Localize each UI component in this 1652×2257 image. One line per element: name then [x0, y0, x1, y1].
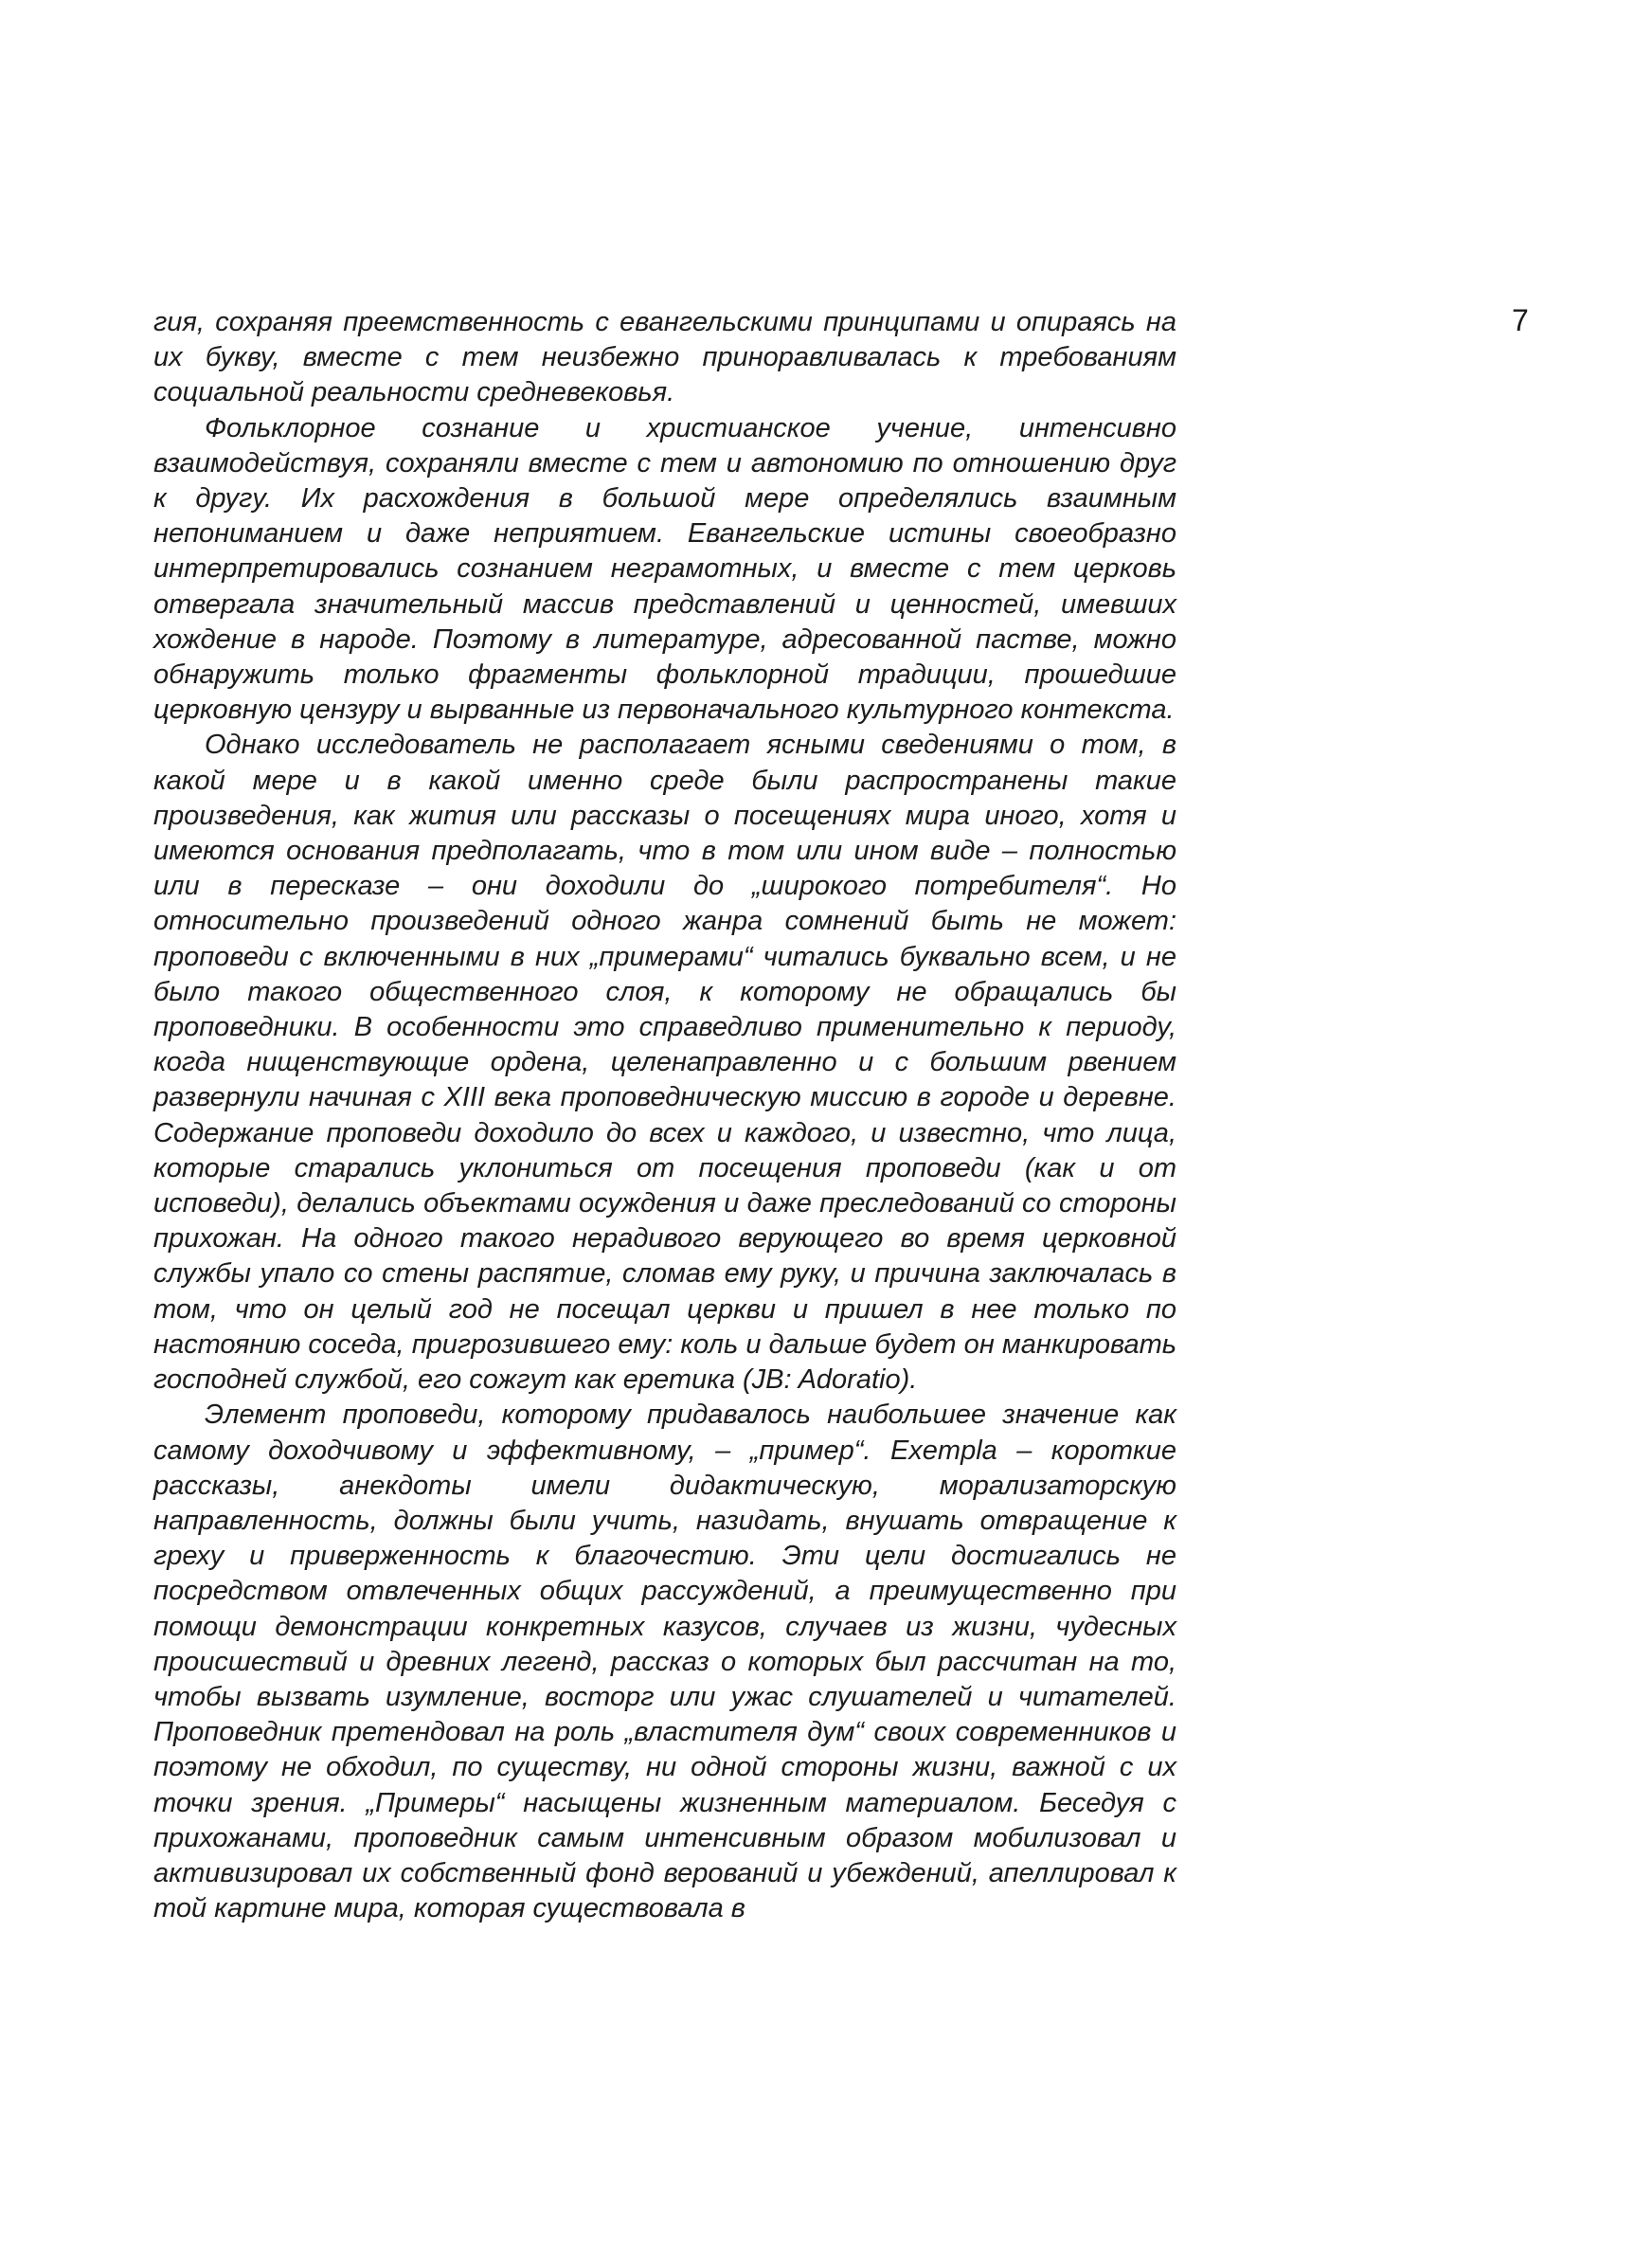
- paragraph: Элемент проповеди, которому придавалось наибольшее значение как самому доходчивому и эффективному, – „пример“. Exempla – короткие рассказы, анекдоты имели дидактическую, морализаторскую направленность, должны были учить, назидать, внушать отвращение к греху и приверженность к благочестию. Эти цели достигались не посредством отвлеченных общих рассуждений, а преимущественно при помощи демонстрации конкретных казусов, случаев из жизни, чудесных происшествий и древних легенд, рассказ о которых был рассчитан на то, чтобы вызвать изумление, восторг или ужас слушателей и читателей. Проповедник претендовал на роль „властителя дум“ своих современников и поэтому не обходил, по существу, ни одной стороны жизни, важной с их точки зрения. „Примеры“ насыщены жизненным материалом. Беседуя с прихожанами, проповедник самым интенсивным образом мобилизовал и активизировал их собственный фонд верований и убеждений, апеллировал к той картине мира, которая существовала в: [153, 1399, 1176, 1924]
- paragraph: Однако исследователь не располагает ясными сведениями о том, в какой мере и в какой именно среде были распространены такие произведения, как жития или рассказы о посещениях мира иного, хотя и имеются основания предполагать, что в том или ином виде – полностью или в пересказе – они доходили до „широкого потребителя“. Но относительно произведений одного жанра сомнений быть не может: проповеди с включенными в них „примерами“ читались буквально всем, и не было такого общественного слоя, к которому не обращались бы проповедники. В особенности это справедливо применительно к периоду, когда нищенствующие ордена, целенаправленно и с большим рвением развернули начиная с XIII века проповедническую миссию в городе и деревне. Содержание проповеди доходило до всех и каждого, и известно, что лица, которые старались уклониться от посещения проповеди (как и от исповеди), делались объектами осуждения и даже преследований со стороны прихожан. На одного такого нерадивого верующего во время церковной службы упало со стены распятие, сломав ему руку, и причина заключалась в том, что он целый год не посещал церкви и пришел в нее только по настоянию соседа, пригрозившего ему: коль и дальше будет он манкировать господней службой, его сожгут как еретика (JB: Adoratio).: [153, 730, 1176, 1396]
- page-number: 7: [1512, 303, 1529, 337]
- paragraph-continuation: гия, сохраняя преемственность с евангельскими принципами и опираясь на их букву, вместе с тем неизбежно приноравливалась к требованиям социальной реальности средневековья.: [153, 307, 1176, 408]
- body-text: [153, 305, 1176, 1926]
- paragraph: Фольклорное сознание и христианское учение, интенсивно взаимодействуя, сохраняли вместе с тем и автономию по отношению друг к другу. Их расхождения в большой мере определялись взаимным непониманием и даже неприятием. Евангельские истины своеобразно интерпретировались сознанием неграмотных, и вместе с тем церковь отвергала значительный массив представлений и ценностей, имевших хождение в народе. Поэтому в литературе, адресованной пастве, можно обнаружить только фрагменты фольклорной традиции, прошедшие церковную цензуру и вырванные из первоначального культурного контекста.: [153, 412, 1176, 726]
